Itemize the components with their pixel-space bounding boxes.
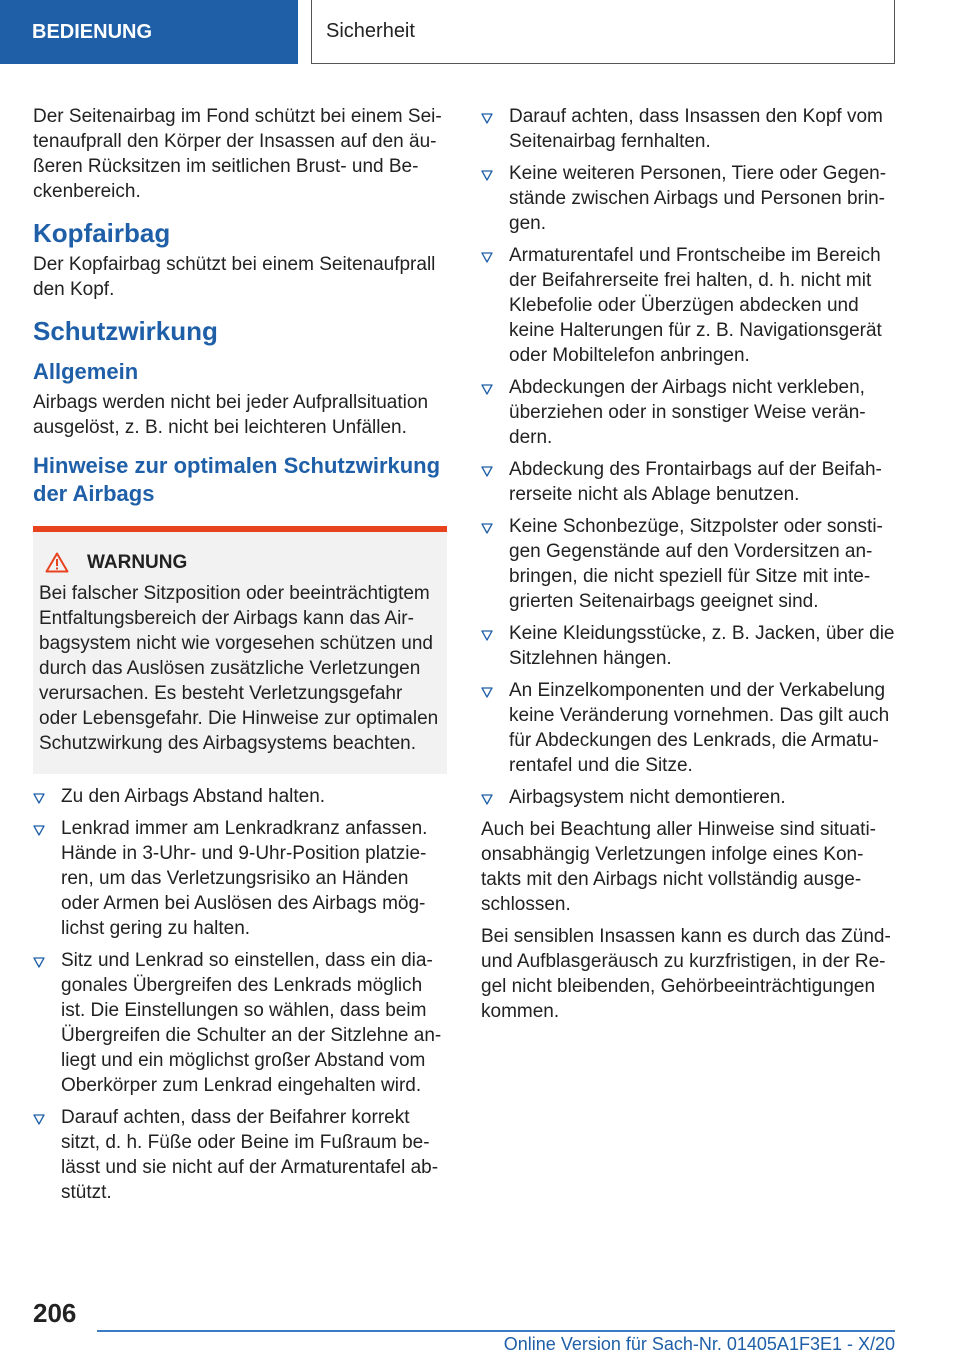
kopfairbag-paragraph: Der Kopfairbag schützt bei einem Seitenaufprall den Kopf. — [33, 254, 436, 300]
triangle-bullet-icon — [481, 686, 493, 698]
right-paragraph-1: Auch bei Beachtung aller Hinweise sind situati-onsabhängig Verletzungen infolge eines Kon-takts mit den Airbags nicht vollständig ausge-schlossen. — [481, 819, 876, 915]
list-item-text: Lenkrad immer am Lenkradkranz anfassen. Hände in 3-Uhr- und 9-Uhr-Position platzie-ren, um das Verletzungsrisiko an Händen oder Armen bei Auslösen des Airbags mög-lichst gering zu halten. — [61, 818, 428, 939]
list-item — [33, 948, 447, 1098]
left-bullet-list — [33, 784, 447, 1205]
right-paragraph-2: Bei sensiblen Insassen kann es durch das Zünd- und Aufblasgeräusch zu kurzfristigen, in der Re-gel nicht bleibenden, Gehörbeeinträchtigungen kommen. — [481, 926, 891, 1022]
heading-allgemein: Allgemein — [33, 359, 139, 384]
list-item — [481, 104, 897, 154]
triangle-bullet-icon — [33, 824, 45, 836]
triangle-bullet-icon — [481, 522, 493, 534]
list-item — [33, 784, 447, 809]
list-item — [481, 621, 897, 671]
heading-kopfairbag: Kopfairbag — [33, 218, 171, 248]
list-item-text: Abdeckung des Frontairbags auf der Beifah-rerseite nicht als Ablage benutzen. — [509, 459, 882, 505]
allgemein-paragraph: Airbags werden nicht bei jeder Aufprallsituation ausgelöst, z. B. nicht bei leichteren Unfällen. — [33, 392, 429, 438]
list-item-text: Darauf achten, dass Insassen den Kopf vom Seitenairbag fernhalten. — [509, 106, 883, 152]
warning-triangle-icon — [45, 552, 69, 573]
list-item-text: Keine weiteren Personen, Tiere oder Gegen-stände zwischen Airbags und Personen brin-gen. — [509, 163, 887, 234]
warning-header — [39, 550, 441, 575]
page-number: 206 — [33, 1298, 77, 1328]
triangle-bullet-icon — [481, 251, 493, 263]
triangle-bullet-icon — [481, 629, 493, 641]
triangle-bullet-icon — [481, 169, 493, 181]
warning-text: Bei falscher Sitzposition oder beeinträchtigtem Entfaltungsbereich der Airbags kann das Air-bagsystem nicht wie vorgesehen schützen und durch das Auslösen zusätzliche Verletzungen verursachen. Es besteht Verletzungsgefahr oder Lebensgefahr. Die Hinweise zur optimalen Schutzwirkung des Airbagsystems beachten. — [39, 583, 439, 754]
list-item-text: Airbagsystem nicht demontieren. — [509, 787, 786, 808]
triangle-bullet-icon — [33, 956, 45, 968]
list-item — [33, 816, 447, 941]
triangle-bullet-icon — [481, 793, 493, 805]
footer-divider — [97, 1330, 895, 1332]
list-item-text: Keine Schonbezüge, Sitzpolster oder sonsti-gen Gegenstände auf den Vordersitzen an-bringen, die nicht speziell für Sitze mit inte-grierten Seitenairbags geeignet sind. — [509, 516, 883, 612]
warning-box — [33, 526, 447, 774]
warning-title: WARNUNG — [87, 552, 188, 573]
list-item — [481, 678, 897, 778]
list-item-text: Sitz und Lenkrad so einstellen, dass ein dia-gonales Übergreifen des Lenkrads möglich ist. Die Einstellungen so wählen, dass beim Übergreifen die Schulter an der Sitzlehne an-liegt und ein möglichst großer Abstand vom Oberkörper zum Lenkrad eingehalten wird. — [61, 950, 442, 1096]
left-column — [33, 104, 447, 1212]
footer-version-text: Online Version für Sach-Nr. 01405A1F3E1 - X/20 — [503, 1334, 895, 1354]
list-item-text: An Einzelkomponenten und der Verkabelung keine Veränderung vornehmen. Das gilt auch für Abdeckungen des Lenkrads, die Armatu-rentafel und die Sitze. — [509, 680, 890, 776]
list-item — [481, 375, 897, 450]
triangle-bullet-icon — [481, 112, 493, 124]
right-column — [481, 104, 897, 1031]
list-item-text: Zu den Airbags Abstand halten. — [61, 786, 326, 807]
heading-hinweise: Hinweise zur optimalen Schutzwirkung der Airbags — [33, 453, 441, 506]
list-item-text: Darauf achten, dass der Beifahrer korrekt sitzt, d. h. Füße oder Beine im Fußraum be-lässt und sie nicht auf der Armaturentafel ab-stützt. — [61, 1107, 439, 1203]
section-tab: Sicherheit — [311, 0, 895, 64]
triangle-bullet-icon — [481, 465, 493, 477]
triangle-bullet-icon — [33, 1113, 45, 1125]
list-item — [481, 514, 897, 614]
list-item-text: Abdeckungen der Airbags nicht verkleben, überziehen oder in sonstiger Weise verän-dern. — [509, 377, 866, 448]
list-item-text: Armaturentafel und Frontscheibe im Bereich der Beifahrerseite frei halten, d. h. nicht mit Klebefolie oder Überzügen abdecken und keine Halterungen für z. B. Navigationsgerät oder Mobiltelefon anbringen. — [509, 245, 882, 366]
list-item — [481, 243, 897, 368]
list-item — [481, 785, 897, 810]
triangle-bullet-icon — [33, 792, 45, 804]
list-item — [481, 161, 897, 236]
intro-paragraph: Der Seitenairbag im Fond schützt bei einem Sei-tenaufprall den Körper der Insassen auf den äu-ßeren Rücksitzen im seitlichen Brust- und Be-ckenbereich. — [33, 106, 442, 202]
triangle-bullet-icon — [481, 383, 493, 395]
list-item — [33, 1105, 447, 1205]
heading-schutzwirkung: Schutzwirkung — [33, 316, 218, 346]
list-item — [481, 457, 897, 507]
chapter-tab[interactable]: BEDIENUNG — [0, 0, 298, 64]
right-bullet-list — [481, 104, 897, 810]
list-item-text: Keine Kleidungsstücke, z. B. Jacken, über die Sitzlehnen hängen. — [509, 623, 895, 669]
